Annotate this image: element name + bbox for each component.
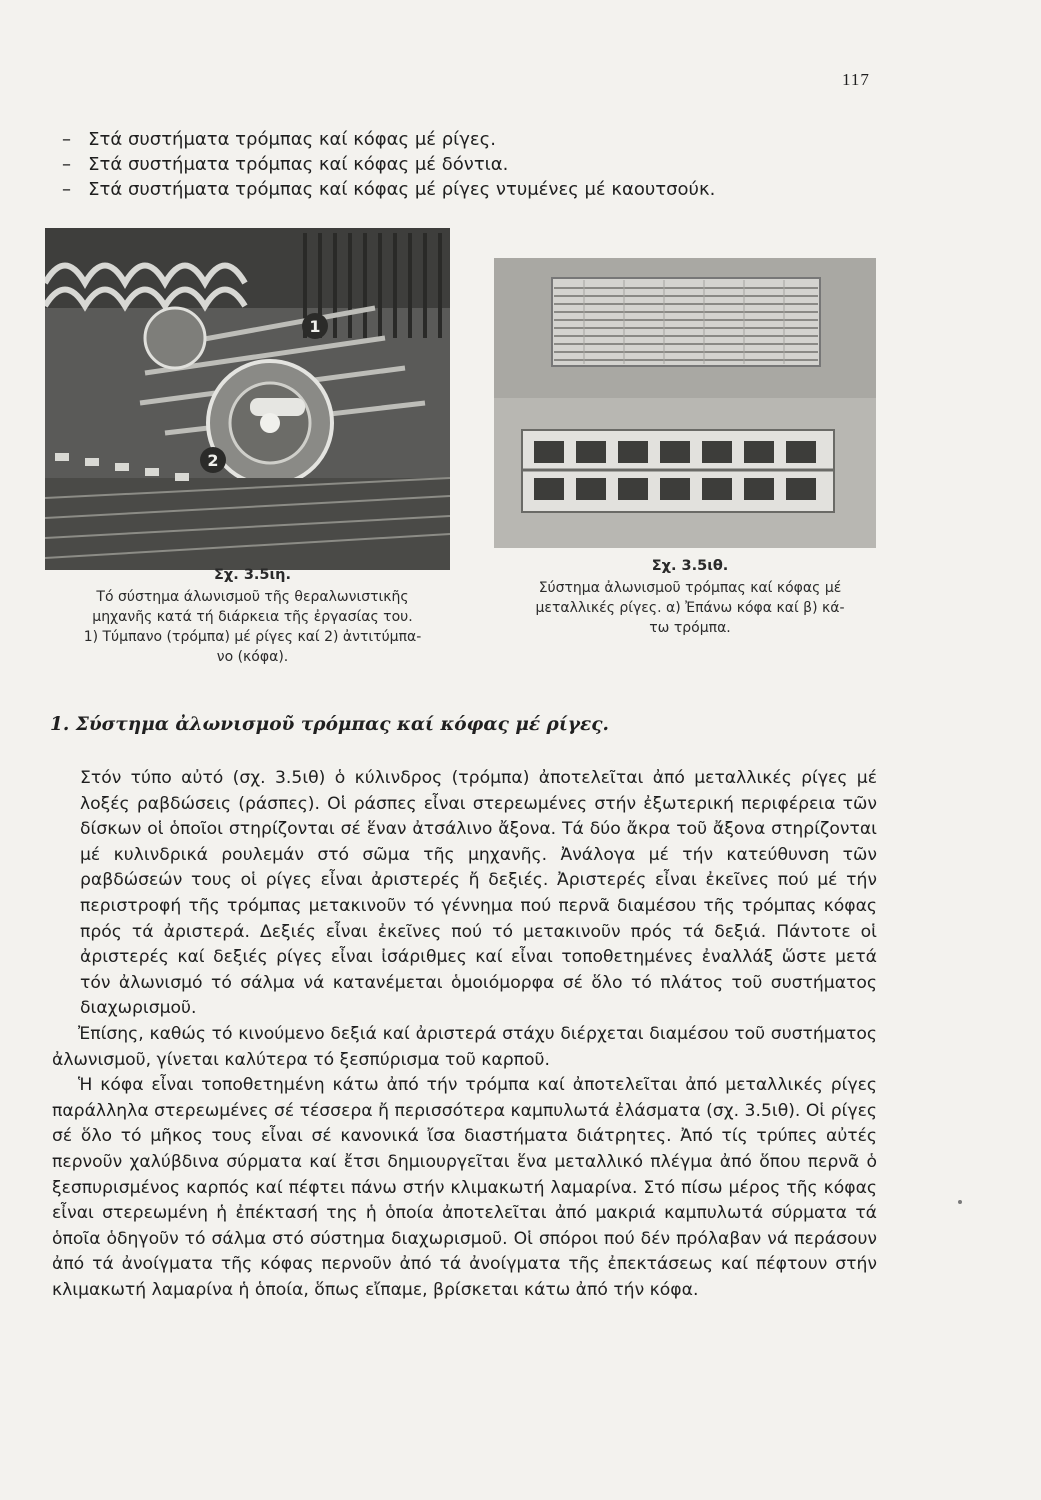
paragraph: Ἡ κόφα εἶναι τοποθετημένη κάτω ἀπό τήν τρόμπα καί ἀποτελεῖται ἀπό μεταλλικές ρίγες παράλληλα στερεωμένες σέ τέσσερα ἤ περισσότερα καμπυλωτά ἐλάσματα (σχ. 3.5ιθ). Οἱ ρίγες σέ ὅλο τό μῆκος τους εἶναι σέ κανονικά ἴσα διαστήματα διάτρητες. Ἀπό τίς τρύπες αὐτές περνοῦν χαλύβδινα σύρματα καί ἔτσι δημιουργεῖται ἕνα μεταλλικό πλέγμα ἀπό ὅπου περνᾶ ὁ ξεσπυρισμένος καρπός καί πέφτει πάνω στήν κλιμακωτή λαμαρίνα. Στό πίσω μέρος τῆς κόφας εἶναι στερεωμένη ἡ ἐπέκτασή της ἡ ὁποία ἀποτελεῖται ἀπό μακριά καμπυλωτά σύρματα τά ὁποῖα ὁδηγοῦν τό σάλμα στό σύστημα διαχωρισμοῦ. Οἱ σπόροι πού δέν πρόλαβαν νά περάσουν ἀπό τά ἀνοίγματα τῆς κόφας περνοῦν ἀπό τά ἀνοίγματα τῆς ἐπεκτάσεως καί πέφτουν στήν κλιμακωτή λαμαρίνα ἡ ὁποία, ὅπως εἴπαμε, βρίσκεται κάτω ἀπό τήν κόφα. [52, 1075, 877, 1300]
paragraph: Ἐπίσης, καθώς τό κινούμενο δεξιά καί ἀριστερά στάχυ διέρχεται διαμέσου τοῦ συστήματος ἀλωνισμοῦ, γίνεται καλύτερα τό ξεσπύρισμα τοῦ καρποῦ. [52, 1023, 877, 1070]
caption-title: Σχ. 3.5ιη. [214, 567, 291, 583]
figure-threshing-machine-photo [45, 228, 450, 570]
figure-label-1: 1 [309, 317, 321, 336]
caption-line: μηχανῆς κατά τή διάρκεια τῆς ἐργασίας του. [92, 609, 413, 625]
body-text [52, 766, 877, 1303]
figure-label-2: 2 [207, 451, 219, 470]
bullet-list [62, 127, 962, 202]
caption-line: Τό σύστημα άλωνισμοῦ τῆς θεραλωνιστικῆς [96, 589, 409, 605]
caption-line: Σύστημα ἀλωνισμοῦ τρόμπας καί κόφας μέ [538, 580, 842, 596]
paragraph: Στόν τύπο αὐτό (σχ. 3.5ιθ) ὁ κύλινδρος (τρόμπα) ἀποτελεῖται ἀπό μεταλλικές ρίγες μέ λοξές ραβδώσεις (ράσπες). Οἱ ράσπες εἶναι στερεωμένες στήν ἐξωτερική περιφέρεια τῶν δίσκων οἱ ὁποῖοι στηρίζονται σέ ἕναν ἀτσάλινο ἄξονα. Τά δύο ἄκρα τοῦ ἄξονα στηρίζονται μέ κυλινδρικά ρουλεμάν στό σῶμα τῆς μηχανῆς. Ἀνάλογα μέ τήν κατεύθυνση τῶν ραβδώσεών τους οἱ ρίγες εἶναι ἀριστερές ἤ δεξιές. Ἀριστερές εἶναι ἐκεῖνες πού μέ τήν περιστροφή τῆς τρόμπας μετακινοῦν τό γέννημα πού περνᾶ διαμέσου τῆς τρόμπας κόφας πρός τά ἀριστερά. Δεξιές εἶναι ἐκεῖνες πού τό μετακινοῦν πρός τά δεξιά. Πάντοτε οἱ ἀριστερές καί δεξιές ρίγες εἶναι ἰσάριθμες καί εἶναι τοποθετημένες ἐναλλάξ ὥστε μετά τόν ἀλωνισμό τό σάλμα νά κατανέμεται ὁμοιόμορφα σέ ὅλο τό πλάτος τοῦ συστήματος διαχωρισμοῦ. [80, 768, 877, 1019]
caption-line: 1) Τύμπανο (τρόμπα) μέ ρίγες καί 2) ἀντιτύμπα- [83, 629, 422, 645]
page-number: 117 [842, 70, 870, 89]
caption-line: μεταλλικές ρίγες. α) Ἐπάνω κόφα καί β) κά- [535, 600, 845, 616]
bullet-item: – Στά συστήματα τρόμπας καί κόφας μέ ρίγες ντυμένες μέ καουτσούκ. [62, 177, 962, 202]
caption-line: νο (κόφα). [216, 649, 289, 665]
scan-speck [958, 1200, 962, 1204]
figure-caption-left [50, 565, 455, 667]
figure-concave-drum-photo [494, 258, 876, 548]
bullet-item: – Στά συστήματα τρόμπας καί κόφας μέ δόντια. [62, 152, 962, 177]
bullet-item: – Στά συστήματα τρόμπας καί κόφας μέ ρίγες. [62, 127, 962, 152]
figure-caption-right [495, 556, 885, 638]
section-heading: 1. Σύστημα ἀλωνισμοῦ τρόμπας καί κόφας μέ ρίγες. [50, 714, 609, 735]
caption-line: τω τρόμπα. [649, 620, 731, 636]
caption-title: Σχ. 3.5ιθ. [651, 558, 729, 574]
